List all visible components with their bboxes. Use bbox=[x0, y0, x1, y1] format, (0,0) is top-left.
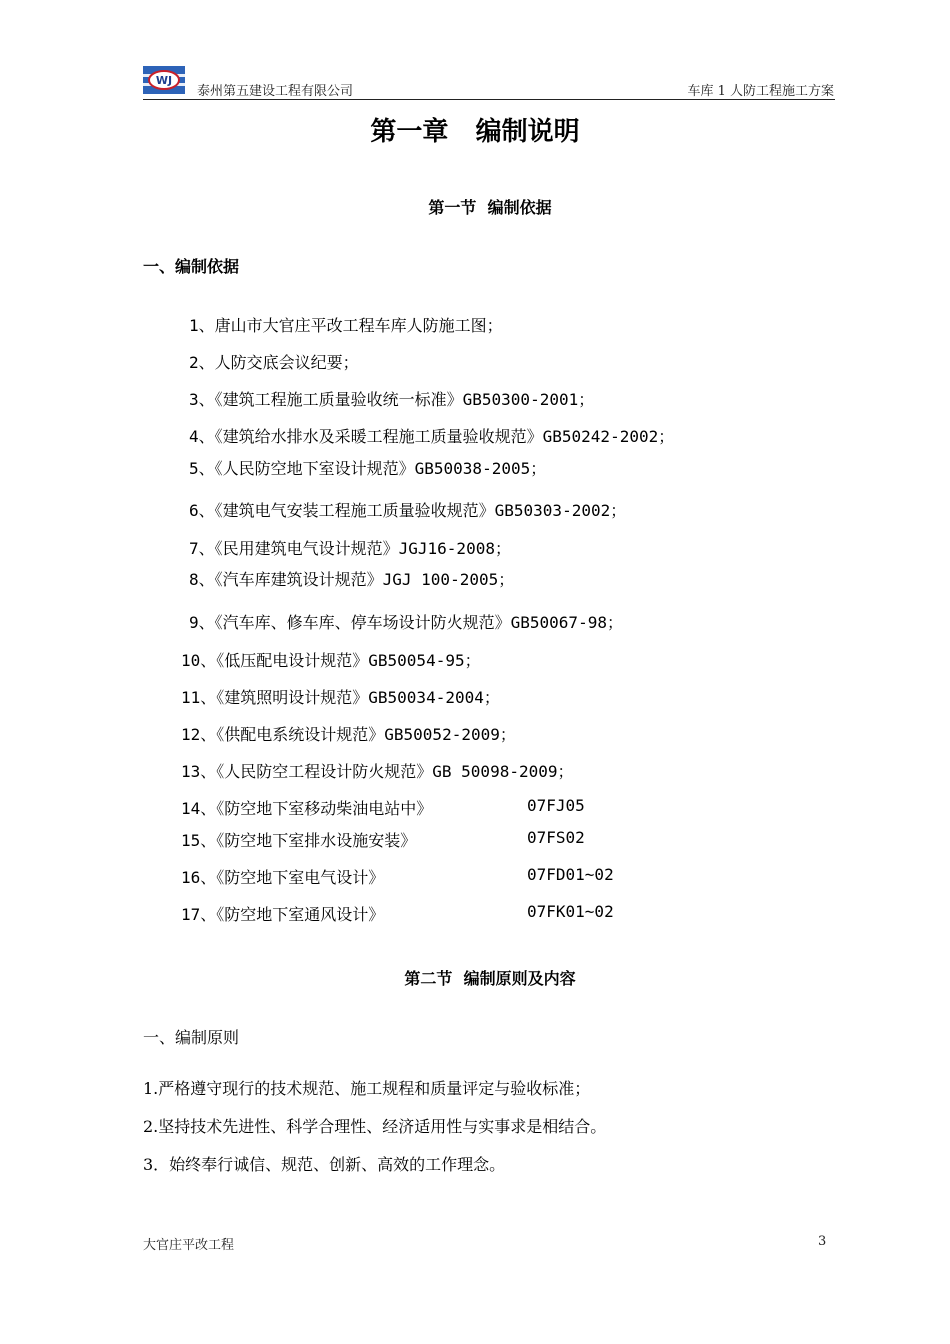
reference-item-9: 9、《汽车库、修车库、停车场设计防火规范》GB50067-98； bbox=[189, 613, 623, 632]
reference-item-17: 17、《防空地下室通风设计》 bbox=[181, 905, 385, 924]
footer-project-name: 大官庄平改工程 bbox=[143, 1238, 235, 1253]
header-document-title: 车库 1 人防工程施工方案 bbox=[687, 84, 834, 99]
reference-item-15-code: 07FS02 bbox=[527, 828, 585, 847]
reference-item-1: 1、唐山市大官庄平改工程车库人防施工图； bbox=[189, 316, 503, 335]
reference-item-5: 5、《人民防空地下室设计规范》GB50038-2005； bbox=[189, 459, 547, 478]
chapter-title: 第一章 编制说明 bbox=[370, 117, 580, 147]
reference-item-7: 7、《民用建筑电气设计规范》JGJ16-2008； bbox=[189, 539, 511, 558]
reference-item-16-code: 07FD01~02 bbox=[527, 865, 614, 884]
header-company-name: 泰州第五建设工程有限公司 bbox=[197, 84, 354, 99]
section-2-subheading: 一、编制原则 bbox=[143, 1028, 240, 1047]
reference-item-14: 14、《防空地下室移动柴油电站中》 bbox=[181, 799, 433, 818]
reference-item-11: 11、《建筑照明设计规范》GB50034-2004； bbox=[181, 688, 500, 707]
section-1-subheading: 一、编制依据 bbox=[143, 257, 240, 276]
reference-item-10: 10、《低压配电设计规范》GB50054-95； bbox=[181, 651, 481, 670]
reference-item-6: 6、《建筑电气安装工程施工质量验收规范》GB50303-2002； bbox=[189, 501, 627, 520]
logo-lettering: WJ bbox=[155, 74, 173, 87]
section-1-title: 第一节 编制依据 bbox=[428, 198, 552, 217]
reference-item-16: 16、《防空地下室电气设计》 bbox=[181, 868, 385, 887]
reference-item-14-code: 07FJ05 bbox=[527, 796, 585, 815]
reference-item-12: 12、《供配电系统设计规范》GB50052-2009； bbox=[181, 725, 516, 744]
footer-page-number: 3 bbox=[818, 1234, 827, 1249]
reference-item-17-code: 07FK01~02 bbox=[527, 902, 614, 921]
reference-item-2: 2、人防交底会议纪要； bbox=[189, 353, 359, 372]
company-logo bbox=[143, 66, 185, 94]
principle-item-2: 2.坚持技术先进性、科学合理性、经济适用性与实事求是相结合。 bbox=[143, 1117, 607, 1136]
reference-item-8: 8、《汽车库建筑设计规范》JGJ 100-2005； bbox=[189, 570, 515, 589]
principle-item-1: 1.严格遵守现行的技术规范、施工规程和质量评定与验收标准； bbox=[143, 1079, 591, 1098]
reference-item-4: 4、《建筑给水排水及采暖工程施工质量验收规范》GB50242-2002； bbox=[189, 427, 675, 446]
reference-item-3: 3、《建筑工程施工质量验收统一标准》GB50300-2001； bbox=[189, 390, 595, 409]
section-2-title: 第二节 编制原则及内容 bbox=[404, 969, 576, 988]
reference-item-15: 15、《防空地下室排水设施安装》 bbox=[181, 831, 417, 850]
principle-item-3: 3．始终奉行诚信、规范、创新、高效的工作理念。 bbox=[143, 1155, 506, 1174]
reference-item-13: 13、《人民防空工程设计防火规范》GB 50098-2009； bbox=[181, 762, 574, 781]
header-divider bbox=[143, 99, 835, 100]
